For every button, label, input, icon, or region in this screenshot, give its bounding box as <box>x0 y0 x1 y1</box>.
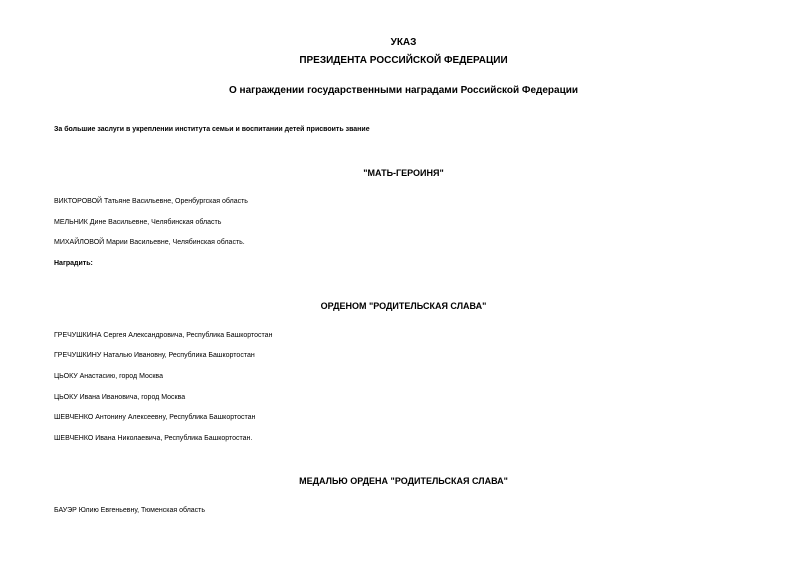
list-item: ГРЕЧУШКИНУ Наталью Ивановну, Республика Башкортостан <box>54 352 255 359</box>
list-item: МИХАЙЛОВОЙ Марии Васильевне, Челябинская область. <box>54 239 245 246</box>
list-item: БАУЭР Юлию Евгеньевну, Тюменская область <box>54 507 206 514</box>
decree-subject: О награждении государственными наградами Российской Федерации <box>228 85 579 96</box>
list-item: ГРЕЧУШКИНА Сергея Александровича, Республика Башкортостан <box>54 332 273 339</box>
decree-heading: УКАЗ <box>390 37 417 48</box>
list-item: ШЕВЧЕНКО Ивана Николаевича, Республика Башкортостан. <box>54 435 253 442</box>
section-title-mother-heroine: "МАТЬ-ГЕРОИНЯ" <box>363 168 444 178</box>
award-label: Наградить: <box>54 260 93 267</box>
list-item: ВИКТОРОВОЙ Татьяне Васильевне, Оренбургская область <box>54 198 248 205</box>
list-item: ЦЬОКУ Ивана Ивановича, город Москва <box>54 394 186 401</box>
list-item: ЦЬОКУ Анастасию, город Москва <box>54 373 163 380</box>
section-title-order: ОРДЕНОМ "РОДИТЕЛЬСКАЯ СЛАВА" <box>320 301 487 311</box>
list-item: ШЕВЧЕНКО Антонину Алексеевну, Республика Башкортостан <box>54 414 256 421</box>
list-item: МЕЛЬНИК Дине Васильевне, Челябинская область <box>54 219 222 226</box>
decree-issuer: ПРЕЗИДЕНТА РОССИЙСКОЙ ФЕДЕРАЦИИ <box>299 55 508 66</box>
section-title-medal: МЕДАЛЬЮ ОРДЕНА "РОДИТЕЛЬСКАЯ СЛАВА" <box>299 476 508 486</box>
intro-text: За большие заслуги в укреплении института семьи и воспитании детей присвоить звание <box>54 126 370 133</box>
